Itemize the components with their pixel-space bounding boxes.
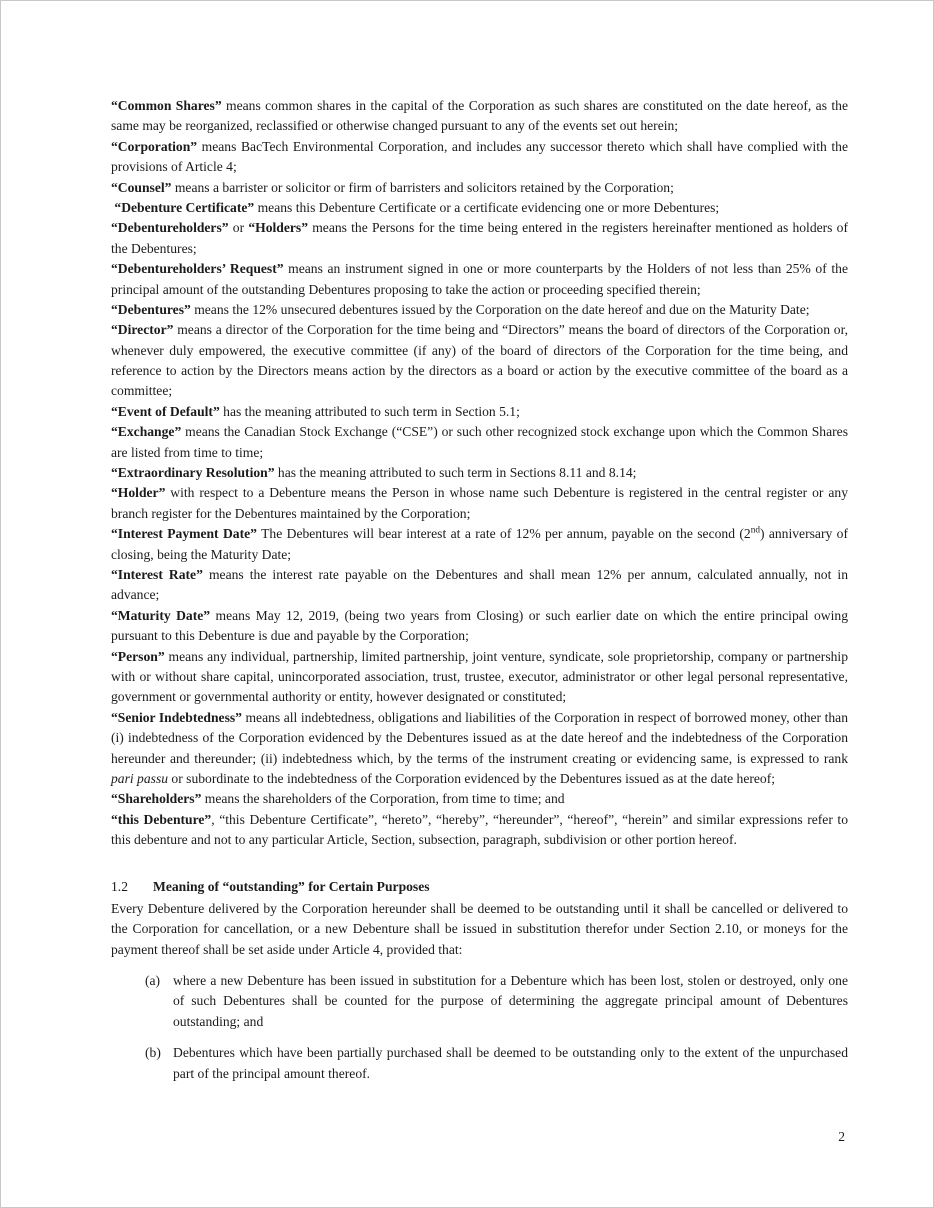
- list-item: [145, 1043, 848, 1084]
- page-content: [111, 96, 848, 1084]
- text-run: The Debentures will bear interest at a rate of 12% per annum, payable on the second (2: [256, 526, 751, 542]
- section-number: 1.2: [111, 879, 128, 895]
- list-item-label: (b): [145, 1045, 161, 1061]
- text-run: means the shareholders of the Corporation, from time to time; and: [201, 791, 565, 807]
- text-run: means common shares in the capital of the Corporation as such shares are constituted on the date hereof, as the same may be reorganized, reclassified or otherwise changed pursuant to any of the events set out herein;: [111, 98, 849, 134]
- text-run: “Debentureholders’ Request”: [111, 261, 284, 277]
- text-run: means this Debenture Certificate or a certificate evidencing one or more Debentures;: [254, 199, 720, 215]
- definition-paragraph: [111, 259, 848, 300]
- list-item-label: (a): [145, 973, 161, 989]
- text-run: or subordinate to the indebtedness of the Corporation evidenced by the Debentures issued as at the date hereof;: [168, 770, 776, 786]
- text-run: means a barrister or solicitor or firm of barristers and solicitors retained by the Corporation;: [171, 179, 674, 195]
- text-run: means all indebtedness, obligations and liabilities of the Corporation in respect of borrowed money, other than (i) indebtedness of the Corporation evidenced by the Debentures issued as at the date hereof and the indebtedness of the Corporation hereunder and thereunder; (ii) indebtedness which, by the terms of the instrument creating or evidencing same, is expressed to rank: [111, 709, 848, 766]
- section-heading: [111, 877, 848, 897]
- definition-paragraph: [111, 463, 848, 483]
- text-run: “Event of Default”: [111, 403, 220, 419]
- definition-paragraph: [111, 198, 848, 218]
- list-item-text: where a new Debenture has been issued in substitution for a Debenture which has been lost, stolen or destroyed, only one of such Debentures shall be counted for the purpose of determining the aggregate principal amount of Debentures outstanding; and: [173, 973, 848, 1029]
- text-run: “Person”: [111, 648, 165, 664]
- text-run: “Holders”: [248, 220, 308, 236]
- text-run: means an instrument signed in one or more counterparts by the Holders of not less than 25% of the principal amount of the outstanding Debentures proposing to take the action or proceeding specified therein;: [111, 261, 848, 297]
- definition-paragraph: [111, 402, 848, 422]
- definition-paragraph: [111, 300, 848, 320]
- definition-paragraph: [111, 810, 848, 851]
- definition-paragraph: [111, 137, 848, 178]
- text-run: “Senior Indebtedness”: [111, 709, 242, 725]
- definition-paragraph: [111, 218, 848, 259]
- text-run: or: [228, 220, 249, 236]
- list-item-text: Debentures which have been partially purchased shall be deemed to be outstanding only to the extent of the unpurchased part of the principal amount thereof.: [173, 1045, 848, 1081]
- section-body: Every Debenture delivered by the Corporation hereunder shall be deemed to be outstanding until it shall be cancelled or delivered to the Corporation for cancellation, or a new Debenture shall be issued in substitution therefor under Section 2.10, or moneys for the payment thereof shall be set aside under Article 4, provided that:: [111, 900, 848, 957]
- text-run: means BacTech Environmental Corporation, and includes any successor thereto which shall have complied with the provisions of Article 4;: [111, 138, 848, 175]
- text-run: means May 12, 2019, (being two years from Closing) or such earlier date on which the entire principal owing pursuant to this Debenture is due and payable by the Corporation;: [111, 607, 848, 644]
- definition-paragraph: [111, 606, 848, 647]
- section-1-2: [111, 877, 848, 1084]
- definition-paragraph: [111, 524, 848, 565]
- text-run: “Holder”: [111, 485, 166, 501]
- text-run: “Extraordinary Resolution”: [111, 465, 275, 481]
- text-run: has the meaning attributed to such term in Section 5.1;: [219, 403, 520, 419]
- text-run: “Director”: [111, 322, 174, 338]
- definition-paragraph: [111, 789, 848, 809]
- text-run: “Interest Rate”: [111, 566, 203, 582]
- list-item: [145, 971, 848, 1032]
- definition-paragraph: [111, 96, 848, 137]
- text-run: “Exchange”: [111, 424, 182, 440]
- text-run: means the 12% unsecured debentures issued by the Corporation on the date hereof and due on the Maturity Date;: [190, 301, 810, 317]
- definition-paragraph: [111, 422, 848, 463]
- text-run: with respect to a Debenture means the Person in whose name such Debenture is registered in the central register or any branch register for the Debentures maintained by the Corporation;: [111, 485, 848, 521]
- text-run: “Interest Payment Date”: [111, 526, 257, 542]
- text-run: “Debentures”: [111, 301, 191, 317]
- text-run: nd: [750, 524, 760, 535]
- text-run: means the Persons for the time being entered in the registers hereinafter mentioned as holders of the Debentures;: [111, 220, 849, 256]
- text-run: means a director of the Corporation for the time being and “Directors” means the board of directors of the Corporation or, whenever duly empowered, the executive committee (if any) of the board of directors of the Corporation for the time being, and reference to action by the Directors means action by the directors as a board or action by the executive committee of the board as a committee;: [111, 322, 848, 399]
- definition-paragraph: [111, 320, 848, 402]
- definition-paragraph: [111, 178, 848, 198]
- definition-paragraph: [111, 708, 848, 790]
- definition-paragraph: [111, 647, 848, 708]
- text-run: means the Canadian Stock Exchange (“CSE”) or such other recognized stock exchange upon which the Common Shares are listed from time to time;: [111, 424, 848, 460]
- text-run: “Debentureholders”: [111, 220, 229, 236]
- text-run: “Counsel”: [111, 179, 172, 195]
- definition-paragraph: [111, 565, 848, 606]
- page-number: 2: [838, 1129, 845, 1144]
- text-run: “Common Shares”: [111, 98, 222, 113]
- text-run: means the interest rate payable on the Debentures and shall mean 12% per annum, calculated annually, not in advance;: [111, 566, 848, 603]
- text-run: pari passu: [111, 770, 169, 786]
- text-run: , “this Debenture Certificate”, “hereto”, “hereby”, “hereunder”, “hereof”, “herein” and similar expressions refer to this debenture and not to any particular Article, Section, subsection, paragraph, subdivision or other portion hereof.: [111, 811, 848, 848]
- section-title: Meaning of “outstanding” for Certain Purposes: [153, 879, 430, 895]
- text-run: ) anniversary of closing, being the Maturity Date;: [111, 526, 848, 562]
- text-run: “Debenture Certificate”: [114, 199, 255, 215]
- text-run: “Maturity Date”: [111, 607, 211, 623]
- text-run: “Corporation”: [111, 138, 198, 154]
- section-list: [111, 971, 848, 1084]
- text-run: means any individual, partnership, limited partnership, joint venture, syndicate, sole proprietorship, company or partnership with or without share capital, unincorporated association, trust, trustee, executor, administrator or other legal personal representative, government or governmental authority or entity, however designated or constituted;: [111, 648, 848, 705]
- text-run: “Shareholders”: [111, 791, 202, 807]
- definitions-section: [111, 96, 848, 850]
- text-run: has the meaning attributed to such term in Sections 8.11 and 8.14;: [274, 465, 637, 481]
- definition-paragraph: [111, 483, 848, 524]
- text-run: “this Debenture”: [111, 811, 212, 827]
